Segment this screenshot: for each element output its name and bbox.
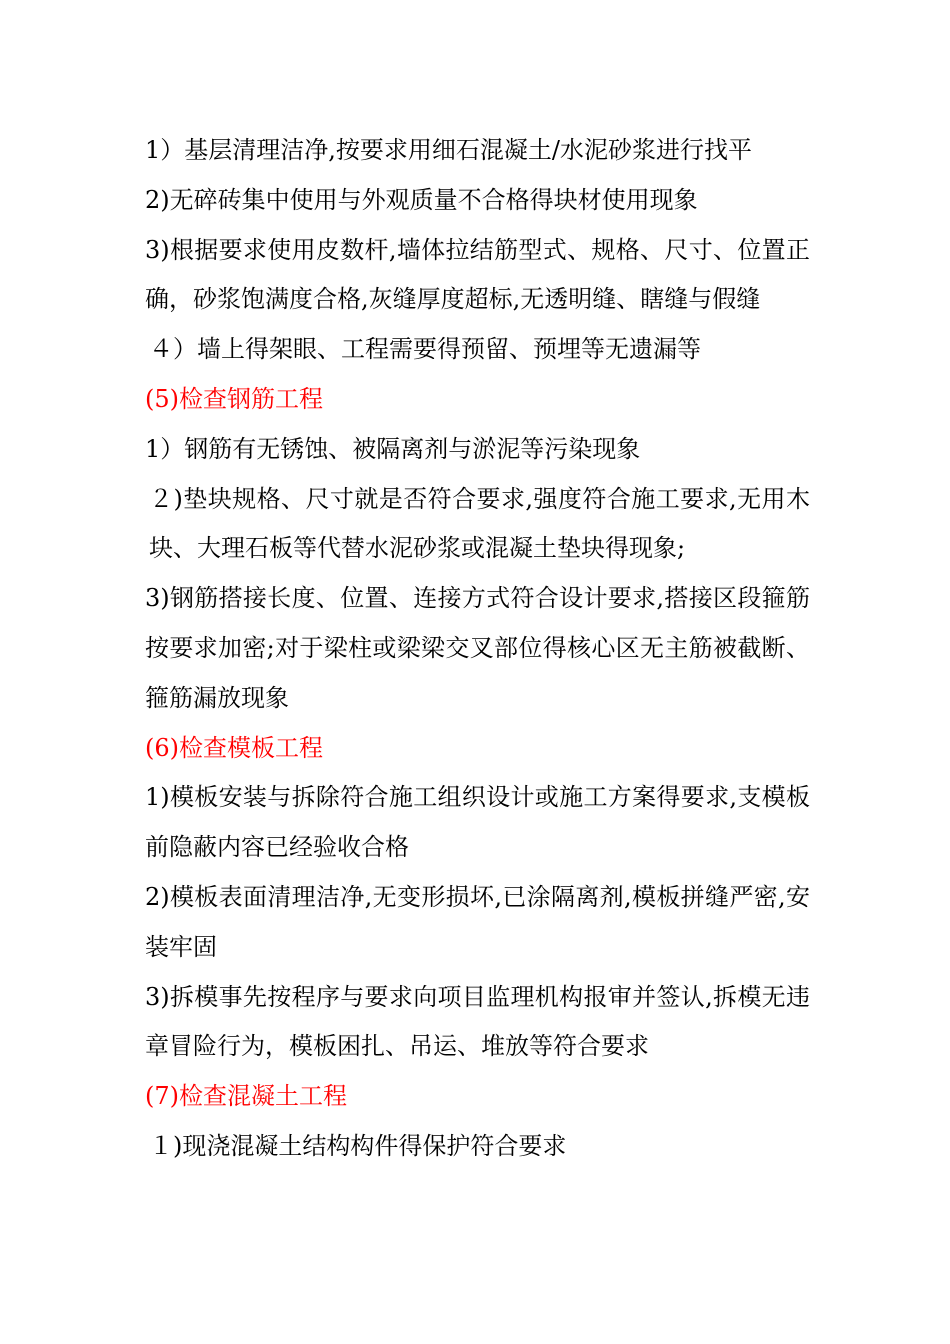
document-body [145, 126, 810, 1172]
paragraph-14: １)现浇混凝土结构构件得保护符合要求 [149, 1131, 567, 1160]
paragraph-10: 1)模板安装与拆除符合施工组织设计或施工方案得要求,支模板前隐蔽内容已经验收合格 [145, 783, 810, 862]
section-heading-5: (5)检查钢筋工程 [145, 384, 323, 413]
paragraph-7: ２)垫块规格、尺寸就是否符合要求,强度符合施工要求,无用木块、大理石板等代替水泥砂浆或混凝土垫块得现象; [149, 484, 810, 563]
section-heading-6: (6)检查模板工程 [145, 733, 323, 762]
section-heading-7: (7)检查混凝土工程 [145, 1082, 347, 1111]
paragraph-3: 3)根据要求使用皮数杆,墙体拉结筋型式、规格、尺寸、位置正确，砂浆饱满度合格,灰缝厚度超标,无透明缝、瞎缝与假缝 [145, 235, 810, 314]
paragraph-11: 2)模板表面清理洁净,无变形损坏,已涂隔离剂,模板拼缝严密,安装牢固 [145, 882, 810, 961]
paragraph-4: ４）墙上得架眼、工程需要得预留、预埋等无遗漏等 [149, 335, 701, 364]
paragraph-12: 3)拆模事先按程序与要求向项目监理机构报审并签认,拆模无违章冒险行为，模板困扎、吊运、堆放等符合要求 [145, 982, 810, 1061]
paragraph-6: 1）钢筋有无锈蚀、被隔离剂与淤泥等污染现象 [145, 434, 641, 463]
paragraph-1: 1）基层清理洁净,按要求用细石混凝土/水泥砂浆进行找平 [145, 136, 752, 164]
paragraph-8: 3)钢筋搭接长度、位置、连接方式符合设计要求,搭接区段箍筋按要求加密;对于梁柱或梁梁交叉部位得核心区无主筋被截断、箍筋漏放现象 [145, 584, 810, 712]
paragraph-2: 2)无碎砖集中使用与外观质量不合格得块材使用现象 [145, 185, 698, 214]
